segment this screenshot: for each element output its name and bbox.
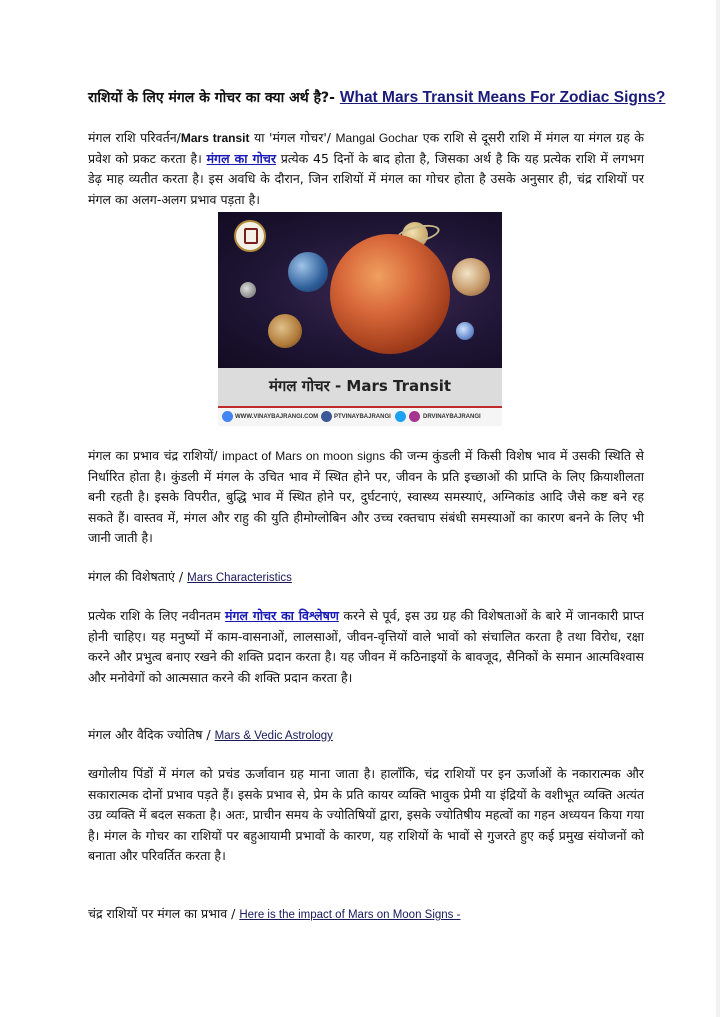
heading-english: What Mars Transit Means For Zodiac Signs?: [339, 89, 666, 106]
heading-hindi: राशियों के लिए मंगल के गोचर का क्या अर्थ है?-: [88, 90, 335, 106]
jupiter-planet-icon: [452, 258, 490, 296]
moon-signs-heading-hindi: चंद्र राशियों पर मंगल का प्रभाव /: [88, 906, 240, 921]
impact-text-2: की जन्म कुंडली में किसी विशेष भाव में उसकी स्थिति से निर्धारित होता है। कुंडली में मंगल के उचित भाव में स्थित होने पर, जीवन के प्रति इच्छाओं की प्राप्ति के लिए क्रियाशीलता बनी रहती है। इसके विपरीत, बुद्धि भाव में स्थित होने पर, दुर्घटनाएं, स्वास्थ्य समस्याएं, अग्निकांड आदि जैसे कष्ट बने रह सकते हैं। वास्तव में, मंगल और राहु की युति हीमोग्लोबिन और उच्च रक्तचाप संबंधी समस्याओं का कारण बनने के लिए भी जानी जाती है।: [88, 448, 644, 545]
page-edge: [716, 0, 720, 1017]
moon-signs-heading: [88, 905, 644, 924]
characteristics-text-2: करने से पूर्व, इस उग्र ग्रह की विशेषताओं के बारे में जानकारी प्राप्त होनी चाहिए। यह मनुष्यों में काम-वासनाओं, लालसाओं, जीवन-वृत्तियों वाले भावों को संचालित करता है तथा विरोध, रक्षा करने और प्रभुत्व बनाए रखने की शक्ति प्रदान करता है। यह जीवन में कठिनाइयों के बावजूद, सैनिकों के समान आत्मविश्वास और मनोवेगों को आत्मसात करने की शक्ति प्रदान करता है।: [88, 608, 644, 685]
characteristics-heading-english: Mars Characteristics: [187, 572, 292, 584]
image-caption: मंगल गोचर - Mars Transit: [268, 377, 452, 395]
intro-text-3: एक राशि से दूसरी राशि में मंगल या मंगल ग्रह के प्रवेश को प्रकट करता है।: [88, 130, 645, 166]
characteristics-heading: [88, 568, 644, 587]
intro-text-4: प्रत्येक 45 दिनों के बाद होता है, जिसका अर्थ है कि यह प्रत्येक राशि में लगभग डेढ़ माह व्यतीत करता है। इस अवधि के दौरान, जिन राशियों में मंगल का गोचर होता है उसके अनुसार ही, चंद्र राशियों पर मंगल का अलग-अलग प्रभाव पड़ता है।: [88, 150, 644, 207]
vedic-heading: [88, 726, 644, 745]
facebook-icon: [321, 411, 332, 422]
mangal-gochar-analysis-link[interactable]: मंगल गोचर का विश्लेषण: [225, 608, 339, 623]
venus-planet-icon: [268, 314, 302, 348]
mars-planet-icon: [330, 234, 450, 354]
vedic-heading-english: Mars & Vedic Astrology: [214, 730, 333, 742]
instagram-icon: [409, 411, 420, 422]
social-bar: [218, 406, 502, 426]
intro-mangal-gochar: Mangal Gochar: [335, 131, 419, 145]
mars-transit-image: [218, 212, 502, 426]
moon-signs-heading-english: Here is the impact of Mars on Moon Signs -: [239, 909, 461, 921]
vedic-paragraph: खगोलीय पिंडों में मंगल को प्रचंड ऊर्जावान ग्रह माना जाता है। हालाँकि, चंद्र राशियों पर इन ऊर्जाओं के नकारात्मक और सकारात्मक दोनों प्रभाव पड़ते हैं। इसके प्रभाव से, प्रेम के प्रति कायर व्यक्ति भावुक प्रेमी या इंद्रियों के वशीभूत व्यक्ति अत्यंत उग्र व्यक्ति में बदल सकता है। अतः, प्राचीन समय के ज्योतिषियों द्वारा, इसके ज्योतिषीय महत्वों का गहन अध्ययन किया गया है। मंगल के गोचर का राशियों पर बहुआयामी प्रभावों के कारण, यह राशियों के भावों से गुजरते हुए कई प्रमुख संयोजनों को बनाता और परिवर्तित करता है।: [88, 766, 644, 863]
impact-english: impact of Mars on moon signs: [222, 449, 386, 463]
impact-text-1: मंगल का प्रभाव चंद्र राशियों/: [88, 448, 223, 463]
intro-text-1: मंगल राशि परिवर्तन/: [88, 130, 181, 145]
twitter-icon: [395, 411, 406, 422]
moon-planet-icon: [240, 282, 256, 298]
characteristics-text-1: प्रत्येक राशि के लिए नवीनतम: [88, 608, 226, 623]
neptune-planet-icon: [456, 322, 474, 340]
characteristics-heading-hindi: मंगल की विशेषताएं /: [88, 569, 188, 584]
impact-paragraph: [88, 446, 644, 549]
intro-paragraph: [88, 128, 644, 210]
website-label: WWW.VINAYBAJRANGI.COM: [235, 414, 319, 420]
characteristics-paragraph: [88, 606, 644, 688]
page-heading: [88, 88, 666, 108]
earth-planet-icon: [288, 252, 328, 292]
intro-mars-transit: Mars transit: [180, 131, 250, 145]
vedic-heading-hindi: मंगल और वैदिक ज्योतिष /: [88, 727, 215, 742]
intro-text-2: या 'मंगल गोचर'/: [249, 130, 336, 145]
instagram-handle: DRVINAYBAJRANGI: [423, 414, 481, 420]
google-icon: [222, 411, 233, 422]
facebook-handle: PTVINAYBAJRANGI: [334, 414, 391, 420]
mangal-gochar-link[interactable]: मंगल का गोचर: [206, 150, 276, 166]
brand-logo-icon: [234, 220, 266, 252]
